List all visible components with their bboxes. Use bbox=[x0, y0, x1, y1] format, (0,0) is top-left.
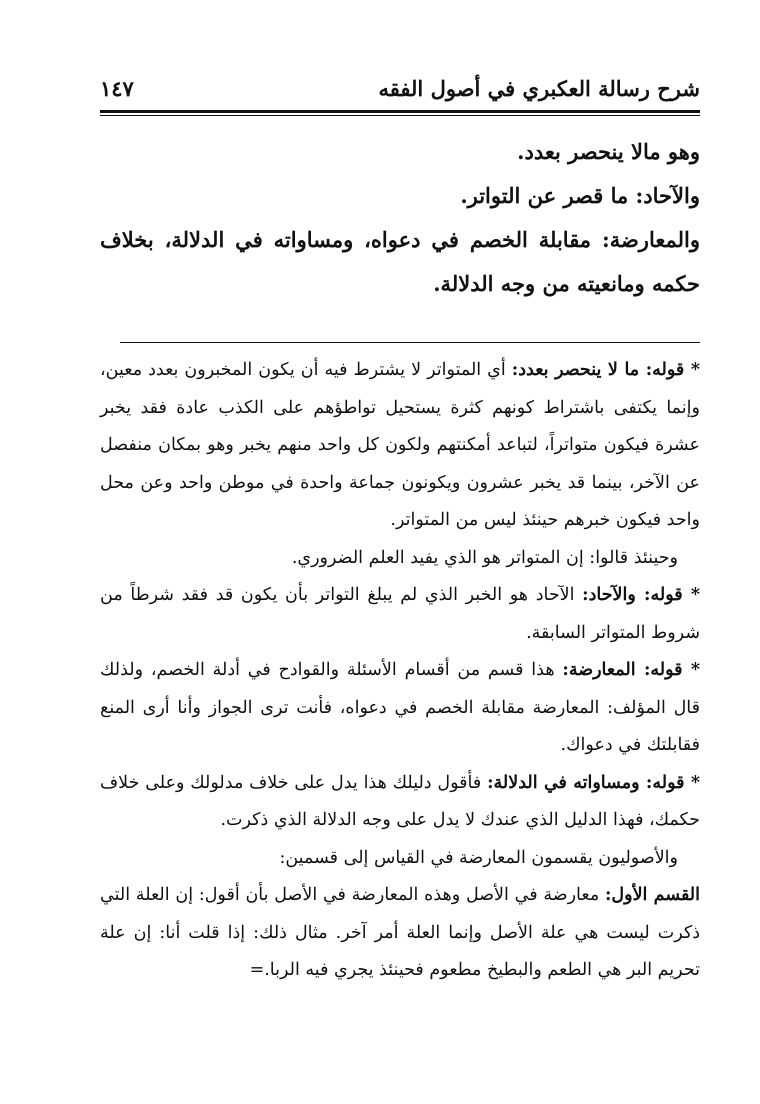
note-3-lead: * قوله: والآحاد: bbox=[582, 585, 700, 605]
note-1 bbox=[100, 352, 700, 540]
note-6: والأصوليون يقسمون المعارضة في القياس إلى قسمين: bbox=[279, 847, 678, 868]
note-4-lead: * قوله: المعارضة: bbox=[562, 660, 701, 680]
header-rule-thick bbox=[100, 110, 700, 113]
note-7-text: معارضة في الأصل وهذه المعارضة في الأصل بأن أقول: إن العلة التي ذكرت ليست هي علة الأصل وإنما العلة أمر آخر. مثال ذلك: إذا قلت أنا: إن علة تحريم البر هي الطعم والبطيخ مطعوم فحينئذ يجري فيه الربا.= bbox=[100, 885, 700, 980]
note-1-text: أي المتواتر لا يشترط فيه أن يكون المخبرون بعدد معين، وإنما يكتفى باشتراط كونهم كثرة يستحيل تواطؤهم على الكذب عادة فقد يخبر عشرة فيكون متواتراً، لتباعد أمكنتهم ولكون كل واحد منهم يخبر وهو بمكان منفصل عن الآخر، بينما قد يخبر عشرون ويكونون جماعة واحدة في موطن واحد وعن محل واحد فيكون خبرهم حينئذ ليس من المتواتر. bbox=[100, 360, 700, 530]
note-5 bbox=[100, 765, 700, 840]
note-4-text: هذا قسم من أقسام الأسئلة والقوادح في أدلة الخصم، ولذلك قال المؤلف: المعارضة مقابلة الخصم في دعواه، فأنت ترى الجواز وأنا أرى المنع فقابلتك في دعواك. bbox=[100, 660, 700, 755]
main-line-1: وهو مالا ينحصر بعدد. bbox=[517, 139, 700, 164]
main-line-2: والآحاد: ما قصر عن التواتر. bbox=[460, 183, 700, 208]
note-4 bbox=[100, 652, 700, 765]
main-text bbox=[100, 130, 700, 306]
page-number: ١٤٧ bbox=[100, 76, 134, 101]
note-7 bbox=[100, 877, 700, 990]
header-rule-thin bbox=[100, 115, 700, 116]
header-title: شرح رسالة العكبري في أصول الفقه bbox=[378, 76, 700, 101]
note-3 bbox=[100, 577, 700, 652]
running-header bbox=[100, 70, 700, 110]
note-1-lead: * قوله: ما لا ينحصر بعدد: bbox=[511, 360, 700, 380]
note-5-lead: * قوله: ومساواته في الدلالة: bbox=[487, 772, 700, 793]
commentary bbox=[100, 352, 700, 990]
note-7-lead: القسم الأول: bbox=[604, 885, 700, 905]
note-5-text: فأقول دليلك هذا يدل على خلاف مدلولك وعلى خلاف حكمك، فهذا الدليل الذي عندك لا يدل على وجه الدلالة الذي ذكرت. bbox=[100, 772, 700, 830]
note-2: وحينئذ قالوا: إن المتواتر هو الذي يفيد العلم الضروري. bbox=[291, 547, 678, 568]
footnote-separator bbox=[120, 342, 700, 343]
main-line-3: والمعارضة: مقابلة الخصم في دعواه، ومساواته في الدلالة، بخلاف حكمه ومانعيته من وجه الدلالة. bbox=[100, 227, 700, 296]
note-3-text: الآحاد هو الخبر الذي لم يبلغ التواتر بأن يكون قد فقد شرطاً من شروط المتواتر السابقة. bbox=[100, 585, 700, 643]
